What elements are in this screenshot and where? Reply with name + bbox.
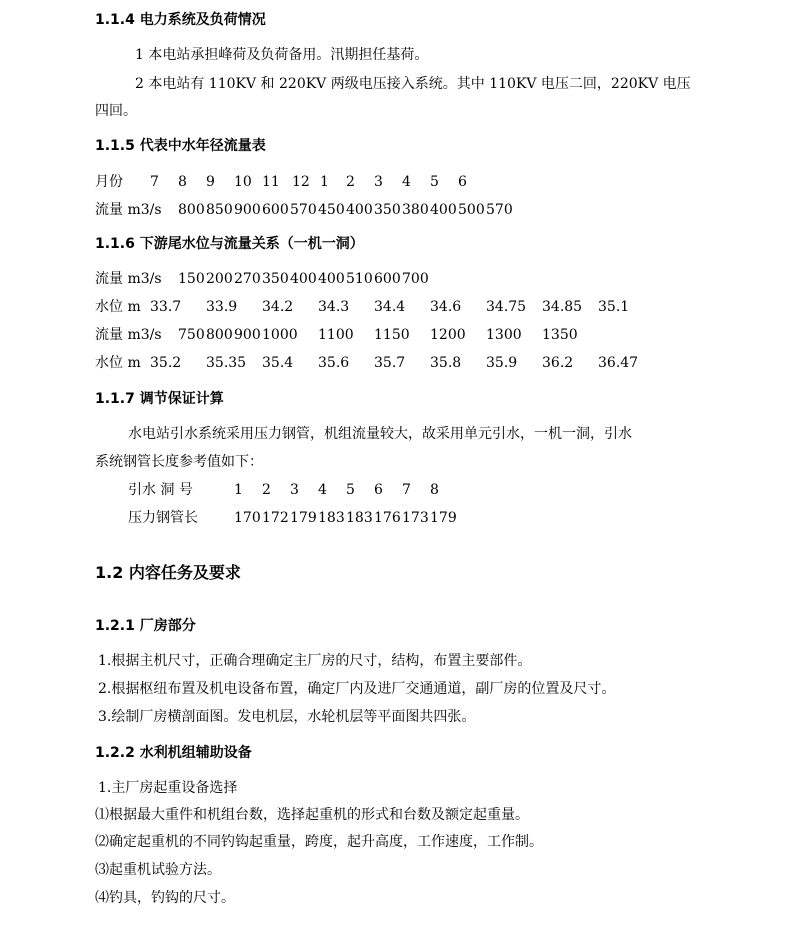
month-cell: 5 [430, 174, 439, 190]
stage-cell: 36.47 [598, 355, 639, 371]
stage-cell: 34.2 [262, 299, 294, 315]
paragraph-penstock-line1: 水电站引水系统采用压力钢管，机组流量较大，故采用单元引水，一机一洞，引水 [128, 426, 632, 442]
flow-cell: 900 [234, 202, 261, 218]
stage-cell: 34.75 [486, 299, 527, 315]
flow-cell: 380 [402, 202, 429, 218]
paragraph-voltage-line1: 2 本电站有 110KV 和 220KV 两级电压接入系统。其中 110KV 电压二回，220KV 电压 [135, 76, 691, 92]
section-heading-1-2-1: 1.2.1 厂房部分 [95, 618, 196, 634]
month-label: 月份 [95, 174, 123, 190]
paragraph-voltage-line2: 四回。 [95, 103, 137, 119]
flow-label: 流量 m3/s [95, 327, 162, 343]
stage-cell: 34.85 [542, 299, 583, 315]
section-heading-1-2: 1.2 内容任务及要求 [95, 563, 241, 582]
flow-cell: 500 [458, 202, 485, 218]
stage-cell: 33.9 [206, 299, 238, 315]
flow-cell: 270 [234, 271, 261, 287]
flow-cell: 750 [178, 327, 205, 343]
tunnel-cell: 8 [430, 482, 439, 498]
tunnel-cell: 4 [318, 482, 327, 498]
tunnel-cell: 5 [346, 482, 355, 498]
flow-cell: 350 [374, 202, 401, 218]
tunnel-cell: 3 [290, 482, 299, 498]
flow-cell: 800 [178, 202, 205, 218]
month-cell: 2 [346, 174, 355, 190]
flow-cell: 900 [234, 327, 261, 343]
stage-cell: 35.8 [430, 355, 462, 371]
flow-cell: 800 [206, 327, 233, 343]
flow-cell: 1200 [430, 327, 466, 343]
month-cell: 6 [458, 174, 467, 190]
flow-cell: 700 [402, 271, 429, 287]
month-cell: 3 [374, 174, 383, 190]
flow-cell: 570 [486, 202, 513, 218]
month-cell: 10 [234, 174, 252, 190]
tunnel-label: 引水 洞 号 [128, 482, 193, 498]
stage-cell: 35.4 [262, 355, 294, 371]
penstock-length-cell: 176 [374, 510, 401, 526]
stage-cell: 35.7 [374, 355, 406, 371]
month-cell: 8 [178, 174, 187, 190]
month-cell: 7 [150, 174, 159, 190]
subsection-crane-selection: 1.主厂房起重设备选择 [98, 780, 238, 796]
list-item: ⑵确定起重机的不同钓钩起重量，跨度，起升高度，工作速度，工作制。 [95, 834, 543, 850]
list-item: ⑴根据最大重件和机组台数，选择起重机的形式和台数及额定起重量。 [95, 807, 529, 823]
flow-cell: 600 [262, 202, 289, 218]
flow-cell: 350 [262, 271, 289, 287]
month-cell: 1 [320, 174, 329, 190]
stage-cell: 36.2 [542, 355, 574, 371]
stage-cell: 34.3 [318, 299, 350, 315]
flow-cell: 1300 [486, 327, 522, 343]
penstock-length-cell: 170 [234, 510, 261, 526]
flow-cell: 400 [346, 202, 373, 218]
section-heading-1-1-7: 1.1.7 调节保证计算 [95, 391, 224, 407]
tunnel-cell: 6 [374, 482, 383, 498]
flow-cell: 400 [430, 202, 457, 218]
penstock-length-cell: 183 [318, 510, 345, 526]
list-item: ⑶起重机试验方法。 [95, 862, 221, 878]
stage-label: 水位 m [95, 299, 141, 315]
list-item: 2.根据枢纽布置及机电设备布置，确定厂内及进厂交通通道，副厂房的位置及尺寸。 [98, 681, 616, 697]
flow-cell: 1000 [262, 327, 298, 343]
penstock-length-cell: 172 [262, 510, 289, 526]
flow-cell: 510 [346, 271, 373, 287]
month-cell: 9 [206, 174, 215, 190]
stage-cell: 35.35 [206, 355, 247, 371]
section-heading-1-1-5: 1.1.5 代表中水年径流量表 [95, 138, 266, 154]
flow-cell: 570 [290, 202, 317, 218]
flow-cell: 150 [178, 271, 205, 287]
list-item: 1.根据主机尺寸，正确合理确定主厂房的尺寸，结构，布置主要部件。 [98, 653, 532, 669]
penstock-length-cell: 179 [290, 510, 317, 526]
flow-cell: 400 [318, 271, 345, 287]
tunnel-cell: 1 [234, 482, 243, 498]
list-item: 3.绘制厂房横剖面图。发电机层，水轮机层等平面图共四张。 [98, 709, 476, 725]
flow-cell: 200 [206, 271, 233, 287]
paragraph-penstock-line2: 系统钢管长度参考值如下： [95, 454, 263, 470]
flow-label: 流量 m3/s [95, 202, 162, 218]
flow-cell: 1100 [318, 327, 354, 343]
stage-cell: 35.2 [150, 355, 182, 371]
flow-cell: 850 [206, 202, 233, 218]
list-item: ⑷钓具，钓钩的尺寸。 [95, 890, 235, 906]
section-heading-1-1-4: 1.1.4 电力系统及负荷情况 [95, 12, 266, 28]
month-cell: 11 [262, 174, 280, 190]
penstock-length-cell: 179 [430, 510, 457, 526]
tunnel-cell: 2 [262, 482, 271, 498]
flow-label: 流量 m3/s [95, 271, 162, 287]
penstock-length-cell: 173 [402, 510, 429, 526]
month-cell: 12 [292, 174, 310, 190]
penstock-length-label: 压力钢管长 [128, 510, 198, 526]
flow-cell: 1350 [542, 327, 578, 343]
section-heading-1-2-2: 1.2.2 水利机组辅助设备 [95, 745, 252, 761]
flow-cell: 1150 [374, 327, 410, 343]
penstock-length-cell: 183 [346, 510, 373, 526]
flow-cell: 400 [290, 271, 317, 287]
stage-cell: 34.6 [430, 299, 462, 315]
stage-label: 水位 m [95, 355, 141, 371]
stage-cell: 34.4 [374, 299, 406, 315]
flow-cell: 450 [318, 202, 345, 218]
flow-cell: 600 [374, 271, 401, 287]
stage-cell: 35.1 [598, 299, 630, 315]
paragraph-load-role: 1 本电站承担峰荷及负荷备用。汛期担任基荷。 [135, 47, 429, 63]
section-heading-1-1-6: 1.1.6 下游尾水位与流量关系（一机一洞） [95, 236, 364, 252]
stage-cell: 35.6 [318, 355, 350, 371]
month-cell: 4 [402, 174, 411, 190]
tunnel-cell: 7 [402, 482, 411, 498]
stage-cell: 35.9 [486, 355, 518, 371]
stage-cell: 33.7 [150, 299, 182, 315]
